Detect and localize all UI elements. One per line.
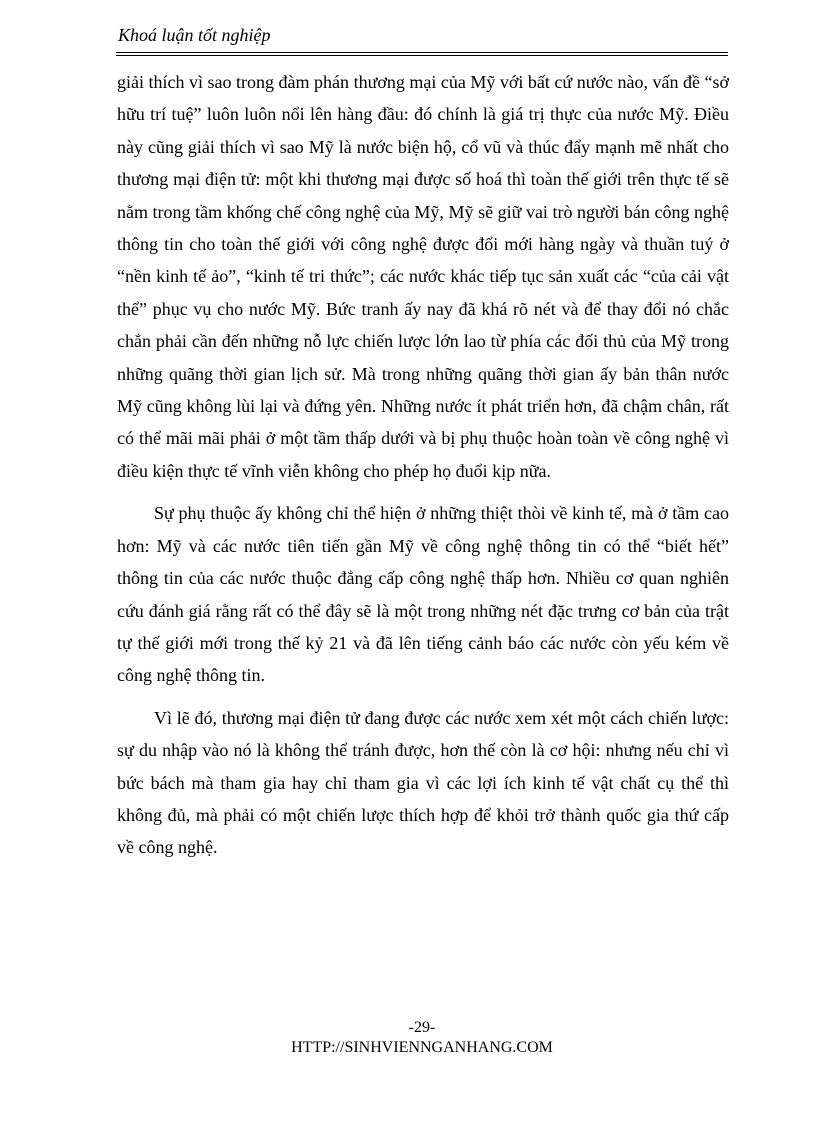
- page-header: [116, 22, 728, 53]
- document-body: [117, 66, 729, 874]
- page-footer: [116, 1018, 728, 1058]
- paragraph: Sự phụ thuộc ấy không chỉ thể hiện ở những thiệt thòi về kinh tế, mà ở tầm cao hơn: Mỹ và các nước tiên tiến gần Mỹ về công nghệ thông tin có thể “biết hết” thông tin của các nước thuộc đẳng cấp công nghệ thấp hơn. Nhiều cơ quan nghiên cứu đánh giá rằng rất có thể đây sẽ là một trong những nét đặc trưng cơ bản của trật tự thế giới mới trong thế kỷ 21 và đã lên tiếng cảnh báo các nước còn yếu kém về công nghệ thông tin.: [117, 503, 729, 686]
- header-divider: [116, 55, 728, 56]
- paragraph-continued: giải thích vì sao trong đàm phán thương mại của Mỹ với bất cứ nước nào, vấn đề “sở hữu trí tuệ” luôn luôn nổi lên hàng đầu: đó chính là giá trị thực của nước Mỹ. Điều này cũng giải thích vì sao Mỹ là nước biện hộ, cổ vũ và thúc đẩy mạnh mẽ nhất cho thương mại điện tử: một khi thương mại được số hoá thì toàn thế giới trên thực tế sẽ nằm trong tầm khống chế công nghệ của Mỹ, Mỹ sẽ giữ vai trò người bán công nghệ thông tin cho toàn thế giới với công nghệ được đổi mới hàng ngày và thuần tuý ở “nền kinh tế ảo”, “kinh tế tri thức”; các nước khác tiếp tục sản xuất các “của cải vật thể” phục vụ cho nước Mỹ. Bức tranh ấy nay đã khá rõ nét và để thay đổi nó chắc chắn phải cần đến những nỗ lực chiến lược lớn lao từ phía các đối thủ của Mỹ trong những quãng thời gian lịch sử. Mà trong những quãng thời gian ấy bản thân nước Mỹ cũng không lùi lại và đứng yên. Những nước ít phát triển hơn, đã chậm chân, rất có thể mãi mãi phải ở một tầm thấp dưới và bị phụ thuộc hoàn toàn về công nghệ vì điều kiện thực tế vĩnh viễn không cho phép họ đuổi kịp nữa.: [117, 72, 729, 481]
- page-number: -29-: [408, 1019, 436, 1036]
- footer-url: HTTP://SINHVIENNGANHANG.COM: [291, 1039, 553, 1056]
- header-title: Khoá luận tốt nghiệp: [118, 25, 271, 45]
- paragraph: Vì lẽ đó, thương mại điện tử đang được các nước xem xét một cách chiến lược: sự du nhập vào nó là không thể tránh được, hơn thế còn là cơ hội: nhưng nếu chỉ vì bức bách mà tham gia hay chỉ tham gia vì các lợi ích kinh tế vật chất cụ thể thì không đủ, mà phải có một chiến lược thích hợp để khỏi trở thành quốc gia thứ cấp về công nghệ.: [117, 707, 729, 858]
